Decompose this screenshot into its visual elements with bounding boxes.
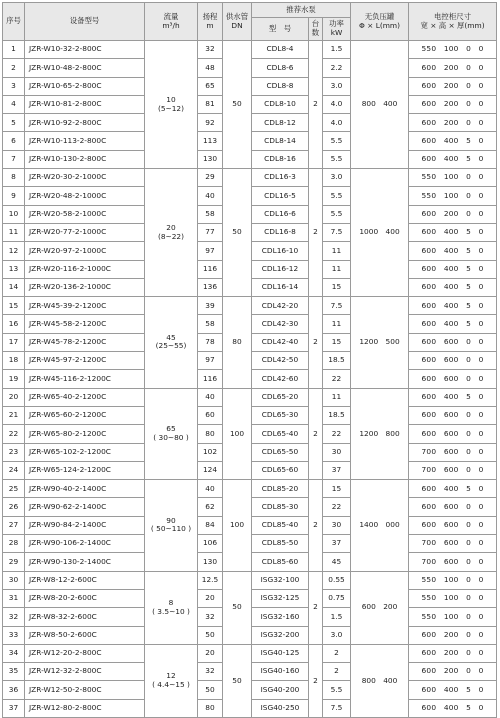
cell-head: 130 — [198, 150, 223, 168]
cell-pump-type: CDL16-3 — [252, 169, 309, 187]
cell-power: 3.0 — [323, 626, 351, 644]
header-pump-qty: 台数 — [309, 18, 323, 41]
cell-model: JZR-W10-92-2-800C — [25, 114, 145, 132]
cell-head: 78 — [198, 333, 223, 351]
cell-pump-qty: 2 — [309, 571, 323, 644]
table-row — [3, 41, 497, 59]
cell-no: 13 — [3, 260, 25, 278]
cell-no: 14 — [3, 278, 25, 296]
cell-no: 37 — [3, 699, 25, 717]
cell-power: 1.5 — [323, 608, 351, 626]
cell-cabinet: 600 600 0 0 — [409, 333, 497, 351]
table-row — [3, 297, 497, 315]
cell-head: 48 — [198, 59, 223, 77]
cell-power: 5.5 — [323, 150, 351, 168]
cell-model: JZR-W65-102-2-1200C — [25, 443, 145, 461]
cell-power: 7.5 — [323, 223, 351, 241]
header-pump-group: 推荐水泵 — [252, 3, 351, 18]
cell-model: JZR-W12-32-2-800C — [25, 663, 145, 681]
header-head: 扬程 m — [198, 3, 223, 41]
cell-power: 0.75 — [323, 589, 351, 607]
cell-no: 18 — [3, 352, 25, 370]
cell-no: 16 — [3, 315, 25, 333]
cell-pump-type: CDL42-50 — [252, 352, 309, 370]
spec-table-container — [2, 2, 497, 718]
cell-model: JZR-W8-20-2-600C — [25, 589, 145, 607]
cell-dn: 50 — [223, 571, 252, 644]
cell-no: 2 — [3, 59, 25, 77]
cell-pump-type: CDL65-20 — [252, 388, 309, 406]
cell-power: 5.5 — [323, 681, 351, 699]
cell-no: 5 — [3, 114, 25, 132]
cell-head: 130 — [198, 553, 223, 571]
cell-pump-type: CDL8-6 — [252, 59, 309, 77]
cell-cabinet: 550 100 0 0 — [409, 608, 497, 626]
cell-head: 50 — [198, 681, 223, 699]
cell-power: 22 — [323, 425, 351, 443]
cell-cabinet: 600 400 5 0 — [409, 150, 497, 168]
cell-head: 58 — [198, 315, 223, 333]
cell-power: 0.55 — [323, 571, 351, 589]
cell-head: 84 — [198, 516, 223, 534]
cell-power: 7.5 — [323, 297, 351, 315]
cell-cabinet: 600 400 5 0 — [409, 315, 497, 333]
header-pipe: 供水管 DN — [223, 3, 252, 41]
cell-power: 5.5 — [323, 205, 351, 223]
cell-pump-type: CDL65-50 — [252, 443, 309, 461]
cell-cabinet: 600 200 0 0 — [409, 59, 497, 77]
cell-tank: 800 400 — [351, 644, 409, 717]
cell-power: 45 — [323, 553, 351, 571]
cell-no: 24 — [3, 461, 25, 479]
cell-power: 11 — [323, 315, 351, 333]
cell-no: 10 — [3, 205, 25, 223]
equipment-spec-table — [2, 2, 497, 718]
cell-no: 23 — [3, 443, 25, 461]
cell-no: 9 — [3, 187, 25, 205]
cell-head: 62 — [198, 498, 223, 516]
cell-model: JZR-W90-106-2-1400C — [25, 535, 145, 553]
cell-cabinet: 600 600 0 0 — [409, 406, 497, 424]
cell-head: 80 — [198, 425, 223, 443]
cell-cabinet: 600 400 5 0 — [409, 480, 497, 498]
cell-cabinet: 600 600 0 0 — [409, 370, 497, 388]
cell-flow: 65 ( 30~80 ) — [145, 388, 198, 479]
cell-cabinet: 700 600 0 0 — [409, 535, 497, 553]
cell-no: 30 — [3, 571, 25, 589]
cell-pump-type: ISG40-160 — [252, 663, 309, 681]
header-power: 功率 kW — [323, 18, 351, 41]
cell-head: 80 — [198, 699, 223, 717]
cell-power: 2.2 — [323, 59, 351, 77]
cell-flow: 12 ( 4.4~15 ) — [145, 644, 198, 717]
cell-tank: 600 200 — [351, 571, 409, 644]
cell-pump-type: CDL8-4 — [252, 41, 309, 59]
cell-model: JZR-W45-78-2-1200C — [25, 333, 145, 351]
cell-pump-type: CDL65-60 — [252, 461, 309, 479]
header-model: 设备型号 — [25, 3, 145, 41]
cell-model: JZR-W20-136-2-1000C — [25, 278, 145, 296]
cell-pump-type: ISG32-160 — [252, 608, 309, 626]
cell-cabinet: 600 600 0 0 — [409, 352, 497, 370]
cell-model: JZR-W90-130-2-1400C — [25, 553, 145, 571]
cell-cabinet: 600 200 0 0 — [409, 77, 497, 95]
cell-pump-type: CDL42-60 — [252, 370, 309, 388]
cell-pump-type: ISG32-200 — [252, 626, 309, 644]
cell-no: 7 — [3, 150, 25, 168]
cell-no: 4 — [3, 95, 25, 113]
cell-head: 60 — [198, 406, 223, 424]
cell-no: 12 — [3, 242, 25, 260]
cell-tank: 800 400 — [351, 41, 409, 169]
cell-pump-type: CDL16-6 — [252, 205, 309, 223]
cell-model: JZR-W90-84-2-1400C — [25, 516, 145, 534]
cell-cabinet: 550 100 0 0 — [409, 589, 497, 607]
cell-no: 25 — [3, 480, 25, 498]
cell-model: JZR-W65-124-2-1200C — [25, 461, 145, 479]
cell-model: JZR-W10-32-2-800C — [25, 41, 145, 59]
cell-head: 58 — [198, 205, 223, 223]
cell-model: JZR-W20-58-2-1000C — [25, 205, 145, 223]
cell-head: 136 — [198, 278, 223, 296]
cell-power: 5.5 — [323, 132, 351, 150]
cell-pump-type: ISG40-250 — [252, 699, 309, 717]
cell-tank: 1200 500 — [351, 297, 409, 388]
cell-no: 36 — [3, 681, 25, 699]
cell-no: 1 — [3, 41, 25, 59]
cell-model: JZR-W65-60-2-1200C — [25, 406, 145, 424]
cell-head: 29 — [198, 169, 223, 187]
cell-no: 32 — [3, 608, 25, 626]
cell-model: JZR-W20-77-2-1000C — [25, 223, 145, 241]
cell-power: 15 — [323, 333, 351, 351]
cell-model: JZR-W8-50-2-600C — [25, 626, 145, 644]
cell-pump-type: CDL65-30 — [252, 406, 309, 424]
cell-tank: 1400 000 — [351, 480, 409, 571]
cell-power: 2 — [323, 663, 351, 681]
cell-head: 32 — [198, 608, 223, 626]
cell-no: 22 — [3, 425, 25, 443]
cell-pump-qty: 2 — [309, 297, 323, 388]
cell-cabinet: 550 100 0 0 — [409, 187, 497, 205]
header-no: 序号 — [3, 3, 25, 41]
cell-model: JZR-W10-65-2-800C — [25, 77, 145, 95]
cell-no: 6 — [3, 132, 25, 150]
cell-pump-type: CDL85-50 — [252, 535, 309, 553]
cell-model: JZR-W90-62-2-1400C — [25, 498, 145, 516]
cell-pump-type: CDL8-10 — [252, 95, 309, 113]
table-row — [3, 480, 497, 498]
cell-cabinet: 600 200 0 0 — [409, 95, 497, 113]
cell-model: JZR-W90-40-2-1400C — [25, 480, 145, 498]
cell-cabinet: 600 600 0 0 — [409, 425, 497, 443]
cell-head: 40 — [198, 480, 223, 498]
cell-head: 40 — [198, 187, 223, 205]
cell-dn: 100 — [223, 388, 252, 479]
cell-pump-type: CDL42-30 — [252, 315, 309, 333]
cell-dn: 50 — [223, 169, 252, 297]
cell-cabinet: 600 400 5 0 — [409, 242, 497, 260]
cell-head: 92 — [198, 114, 223, 132]
cell-cabinet: 600 400 5 0 — [409, 223, 497, 241]
cell-no: 15 — [3, 297, 25, 315]
cell-model: JZR-W65-80-2-1200C — [25, 425, 145, 443]
cell-power: 15 — [323, 278, 351, 296]
table-row — [3, 644, 497, 662]
cell-cabinet: 600 400 5 0 — [409, 388, 497, 406]
cell-pump-type: CDL16-8 — [252, 223, 309, 241]
cell-power: 18.5 — [323, 406, 351, 424]
header-pump-type: 型 号 — [252, 18, 309, 41]
cell-pump-type: CDL8-14 — [252, 132, 309, 150]
cell-power: 4.0 — [323, 95, 351, 113]
cell-pump-type: CDL85-40 — [252, 516, 309, 534]
cell-pump-type: ISG32-125 — [252, 589, 309, 607]
cell-no: 11 — [3, 223, 25, 241]
cell-flow: 8 ( 3.5~10 ) — [145, 571, 198, 644]
cell-power: 37 — [323, 535, 351, 553]
cell-power: 3.0 — [323, 77, 351, 95]
cell-power: 7.5 — [323, 699, 351, 717]
cell-model: JZR-W10-48-2-800C — [25, 59, 145, 77]
cell-no: 17 — [3, 333, 25, 351]
cell-no: 3 — [3, 77, 25, 95]
cell-no: 26 — [3, 498, 25, 516]
header-cabinet: 电控柜尺寸 宽 × 高 × 厚(mm) — [409, 3, 497, 41]
cell-power: 2 — [323, 644, 351, 662]
table-row — [3, 169, 497, 187]
cell-cabinet: 700 600 0 0 — [409, 553, 497, 571]
cell-head: 12.5 — [198, 571, 223, 589]
cell-cabinet: 600 400 5 0 — [409, 297, 497, 315]
cell-head: 77 — [198, 223, 223, 241]
cell-cabinet: 600 400 5 0 — [409, 699, 497, 717]
cell-pump-qty: 2 — [309, 41, 323, 169]
cell-no: 31 — [3, 589, 25, 607]
header-flow: 流量 m³/h — [145, 3, 198, 41]
cell-power: 22 — [323, 498, 351, 516]
cell-no: 33 — [3, 626, 25, 644]
cell-head: 97 — [198, 352, 223, 370]
cell-cabinet: 600 400 5 0 — [409, 681, 497, 699]
cell-dn: 50 — [223, 644, 252, 717]
cell-power: 11 — [323, 242, 351, 260]
table-header — [3, 3, 497, 41]
cell-pump-type: CDL85-30 — [252, 498, 309, 516]
cell-cabinet: 600 200 0 0 — [409, 626, 497, 644]
cell-pump-type: CDL85-60 — [252, 553, 309, 571]
cell-model: JZR-W20-48-2-1000C — [25, 187, 145, 205]
cell-power: 1.5 — [323, 41, 351, 59]
cell-power: 30 — [323, 443, 351, 461]
cell-model: JZR-W20-30-2-1000C — [25, 169, 145, 187]
cell-pump-type: CDL16-10 — [252, 242, 309, 260]
cell-no: 27 — [3, 516, 25, 534]
cell-model: JZR-W45-58-2-1200C — [25, 315, 145, 333]
cell-dn: 80 — [223, 297, 252, 388]
cell-tank: 1000 400 — [351, 169, 409, 297]
cell-no: 28 — [3, 535, 25, 553]
cell-model: JZR-W10-81-2-800C — [25, 95, 145, 113]
cell-head: 65 — [198, 77, 223, 95]
cell-model: JZR-W8-32-2-600C — [25, 608, 145, 626]
cell-cabinet: 700 600 0 0 — [409, 443, 497, 461]
cell-power: 30 — [323, 516, 351, 534]
cell-cabinet: 600 200 0 0 — [409, 114, 497, 132]
cell-pump-type: CDL42-40 — [252, 333, 309, 351]
cell-head: 40 — [198, 388, 223, 406]
cell-power: 37 — [323, 461, 351, 479]
cell-pump-type: CDL8-12 — [252, 114, 309, 132]
cell-power: 5.5 — [323, 187, 351, 205]
cell-pump-type: CDL85-20 — [252, 480, 309, 498]
cell-no: 19 — [3, 370, 25, 388]
cell-pump-type: ISG40-125 — [252, 644, 309, 662]
cell-head: 124 — [198, 461, 223, 479]
cell-cabinet: 600 400 5 0 — [409, 278, 497, 296]
cell-head: 32 — [198, 663, 223, 681]
cell-pump-type: CDL8-16 — [252, 150, 309, 168]
cell-head: 102 — [198, 443, 223, 461]
cell-no: 35 — [3, 663, 25, 681]
cell-head: 50 — [198, 626, 223, 644]
cell-model: JZR-W45-116-2-1200C — [25, 370, 145, 388]
cell-model: JZR-W12-50-2-800C — [25, 681, 145, 699]
cell-flow: 90 ( 50~110 ) — [145, 480, 198, 571]
cell-cabinet: 550 100 0 0 — [409, 571, 497, 589]
cell-cabinet: 600 600 0 0 — [409, 498, 497, 516]
cell-pump-type: ISG40-200 — [252, 681, 309, 699]
cell-model: JZR-W12-20-2-800C — [25, 644, 145, 662]
cell-pump-type: CDL16-14 — [252, 278, 309, 296]
cell-cabinet: 550 100 0 0 — [409, 41, 497, 59]
cell-head: 113 — [198, 132, 223, 150]
cell-pump-type: CDL8-8 — [252, 77, 309, 95]
cell-pump-type: CDL16-12 — [252, 260, 309, 278]
cell-power: 18.5 — [323, 352, 351, 370]
cell-no: 34 — [3, 644, 25, 662]
cell-pump-qty: 2 — [309, 169, 323, 297]
cell-pump-type: CDL42-20 — [252, 297, 309, 315]
cell-flow: 10 (5~12) — [145, 41, 198, 169]
cell-pump-type: CDL65-40 — [252, 425, 309, 443]
cell-power: 22 — [323, 370, 351, 388]
cell-head: 81 — [198, 95, 223, 113]
cell-head: 106 — [198, 535, 223, 553]
cell-cabinet: 600 200 0 0 — [409, 205, 497, 223]
cell-head: 116 — [198, 370, 223, 388]
cell-no: 8 — [3, 169, 25, 187]
cell-pump-type: CDL16-5 — [252, 187, 309, 205]
cell-no: 20 — [3, 388, 25, 406]
table-row — [3, 571, 497, 589]
cell-model: JZR-W12-80-2-800C — [25, 699, 145, 717]
cell-flow: 45 (25~55) — [145, 297, 198, 388]
cell-head: 39 — [198, 297, 223, 315]
cell-power: 4.0 — [323, 114, 351, 132]
cell-model: JZR-W8-12-2-600C — [25, 571, 145, 589]
cell-no: 29 — [3, 553, 25, 571]
cell-pump-qty: 2 — [309, 388, 323, 479]
cell-no: 21 — [3, 406, 25, 424]
cell-head: 32 — [198, 41, 223, 59]
cell-model: JZR-W20-97-2-1000C — [25, 242, 145, 260]
cell-power: 11 — [323, 260, 351, 278]
cell-cabinet: 600 200 0 0 — [409, 663, 497, 681]
cell-head: 20 — [198, 589, 223, 607]
cell-dn: 100 — [223, 480, 252, 571]
cell-pump-type: ISG32-100 — [252, 571, 309, 589]
cell-cabinet: 600 600 0 0 — [409, 516, 497, 534]
cell-head: 97 — [198, 242, 223, 260]
table-row — [3, 388, 497, 406]
cell-model: JZR-W45-97-2-1200C — [25, 352, 145, 370]
cell-power: 11 — [323, 388, 351, 406]
cell-head: 116 — [198, 260, 223, 278]
cell-model: JZR-W10-113-2-800C — [25, 132, 145, 150]
table-body — [3, 41, 497, 718]
cell-pump-qty: 2 — [309, 480, 323, 571]
cell-cabinet: 600 200 0 0 — [409, 644, 497, 662]
cell-model: JZR-W45-39-2-1200C — [25, 297, 145, 315]
cell-cabinet: 600 400 5 0 — [409, 260, 497, 278]
cell-model: JZR-W10-130-2-800C — [25, 150, 145, 168]
cell-power: 15 — [323, 480, 351, 498]
cell-model: JZR-W20-116-2-1000C — [25, 260, 145, 278]
cell-power: 3.0 — [323, 169, 351, 187]
cell-cabinet: 550 100 0 0 — [409, 169, 497, 187]
cell-tank: 1200 800 — [351, 388, 409, 479]
cell-flow: 20 (8~22) — [145, 169, 198, 297]
cell-pump-qty: 2 — [309, 644, 323, 717]
cell-dn: 50 — [223, 41, 252, 169]
header-tank: 无负压罐 Φ × L(mm) — [351, 3, 409, 41]
cell-head: 20 — [198, 644, 223, 662]
cell-cabinet: 700 600 0 0 — [409, 461, 497, 479]
cell-cabinet: 600 400 5 0 — [409, 132, 497, 150]
cell-model: JZR-W65-40-2-1200C — [25, 388, 145, 406]
